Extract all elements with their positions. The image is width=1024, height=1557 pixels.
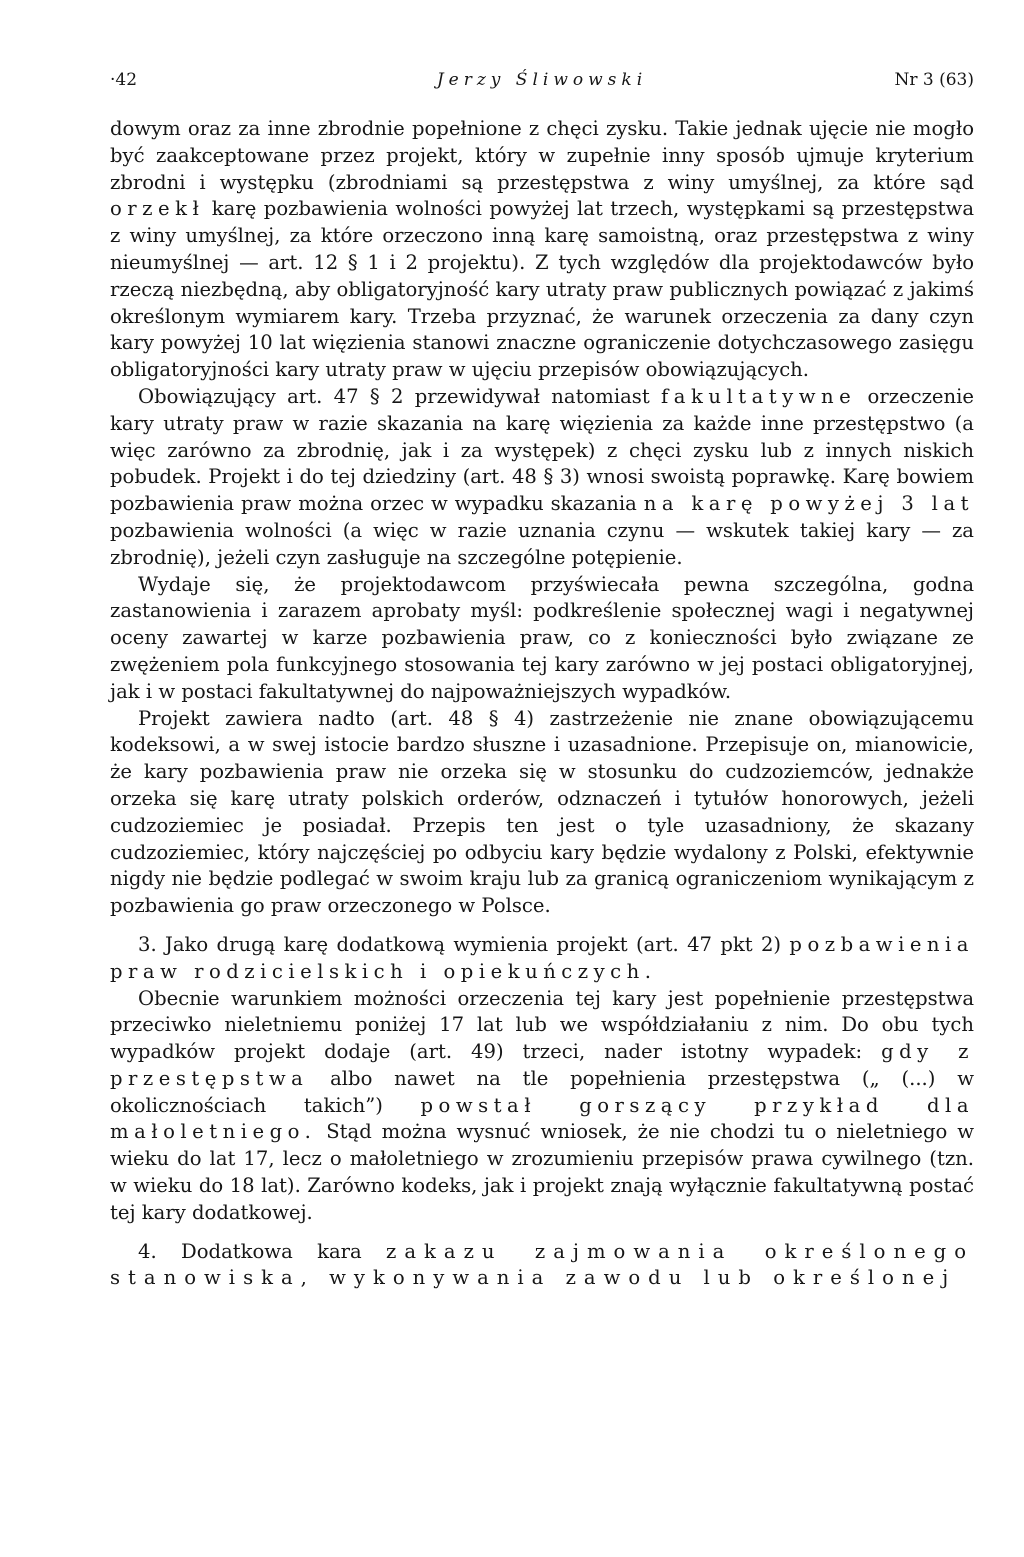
paragraph: Wydaje się, że projektodawcom przyświecała pewna szczególna, godna zastanowienia i zarazem aprobaty myśl: podkreślenie społecznej wagi i negatywnej oceny zawartej w karze pozbawienia praw, co z konieczności było związane ze zwężeniem pola funkcyjnego stosowania tej kary zarówno w jej postaci obligatoryjnej, jak i w postaci fakultatywnej do najpoważniejszych wypadków.	[110, 572, 974, 703]
text-run: karę pozbawienia wolności powyżej lat trzech, występkami są przestępstwa z winy umyślnej, za które orzeczono inną karę samoistną, oraz przestępstwa z winy nieumyślnej — art. 12 § 1 i 2 projektu). Z tych względów dla projektodawców było rzeczą niezbędną, aby obligatoryjność kary utraty praw publicznych powiązać z jakimś określonym wymiarem kary. Trzeba przyznać, że warunek orzeczenia za dany czyn kary powyżej 10 lat więzienia stanowi znaczne ograniczenie dotychczasowego zasięgu obligatoryjności kary utraty praw w ujęciu przepisów obowiązujących.	[110, 197, 975, 382]
spaced-emphasis: zakazu zajmowania określonego stanowiska, wykonywania zawodu lub określonej	[110, 1239, 974, 1290]
text-run: orzeczenie kary utraty praw w razie skazania na karę więzienia za każde inne przestępstwo (a więc zarówno za zbrodnię, jak i za występek) z chęci zysku lub z innych niskich pobudek. Projekt i do tej dziedziny (art. 48 § 3) wnosi swoistą poprawkę. Karę bowiem pozbawienia praw można orzec w wypadku skazania	[110, 384, 975, 516]
spaced-emphasis: gdy z przestępstwa	[110, 1040, 974, 1090]
section-paragraph	[110, 1239, 974, 1293]
section-paragraph	[110, 932, 974, 986]
text-run: 3. Jako drugą karę dodatkową wymienia projekt (art. 47 pkt 2)	[138, 932, 782, 956]
paragraph: Projekt zawiera nadto (art. 48 § 4) zastrzeżenie nie znane obowiązującemu kodeksowi, a w swej istocie bardzo słuszne i uzasadnione. Przepisuje on, mianowicie, że kary pozbawienia praw nie orzeka się w stosunku do cudzoziemców, jednakże orzeka się karę utraty polskich orderów, odznaczeń i tytułów honorowych, jeżeli cudzoziemiec je posiadał. Przepis ten jest o tyle uzasadniony, że skazany cudzoziemiec, który najczęściej po odbyciu kary będzie wydalony z Polski, efektywnie nigdy nie będzie podlegać w swoim kraju lub za granicą ograniczeniom wynikającym z pozbawienia go praw orzeczonego w Polsce.	[110, 706, 974, 918]
running-header	[110, 70, 974, 116]
spaced-emphasis: fakultatywne	[661, 384, 857, 408]
spaced-emphasis: orzekł	[110, 197, 205, 221]
text-run: dowym oraz za inne zbrodnie popełnione z chęci zysku. Takie jednak ujęcie nie mogło być zaakceptowane przez projekt, który w zupełnie inny sposób ujmuje kryterium zbrodni i występku (zbrodniami są przestępstwa z winy umyślnej, za które sąd	[110, 117, 974, 194]
paragraph	[110, 116, 974, 384]
paragraph	[110, 986, 974, 1227]
running-head-author: Jerzy Śliwowski	[436, 70, 648, 90]
text-run: albo nawet na tle popełnienia przestępstwa („ (...) w okolicznościach takich”)	[110, 1066, 974, 1117]
text-run: Obecnie warunkiem możności orzeczenia tej kary jest popełnienie przestępstwa przeciwko nieletniemu poniżej 17 lat lub we współdziałaniu z nim. Do obu tych wypadków projekt dodaje (art. 49) trzeci, nader istotny wypadek:	[110, 986, 974, 1064]
text-run: pozbawienia wolności (a więc w razie uznania czynu — wskutek takiej kary — za zbrodnię), jeżeli czyn zasługuje na szczególne potępienie.	[110, 518, 974, 569]
text-run: Obowiązujący art. 47 § 2 przewidywał natomiast	[138, 384, 650, 408]
spaced-emphasis: pozbawienia praw rodzicielskich i opiekuńczych.	[110, 932, 974, 983]
issue-number: Nr 3 (63)	[894, 70, 974, 90]
text-run: 4. Dodatkowa kara	[138, 1239, 362, 1263]
text-run: Stąd można wysnuć wniosek, że nie chodzi tu o nieletniego w wieku do lat 17, lecz o małoletniego w zrozumieniu przepisów prawa cywilnego (tzn. w wieku do 18 lat). Zarówno kodeks, jak i projekt znają wyłącznie fakultatywną postać tej kary dodatkowej.	[110, 1120, 974, 1224]
page-number: ·42	[110, 70, 138, 90]
paragraph	[110, 384, 974, 572]
spaced-emphasis: powstał gorszący przykład dla małoletniego.	[110, 1093, 974, 1144]
spaced-emphasis: na karę powyżej 3 lat	[643, 492, 975, 516]
body-text	[110, 116, 974, 1292]
